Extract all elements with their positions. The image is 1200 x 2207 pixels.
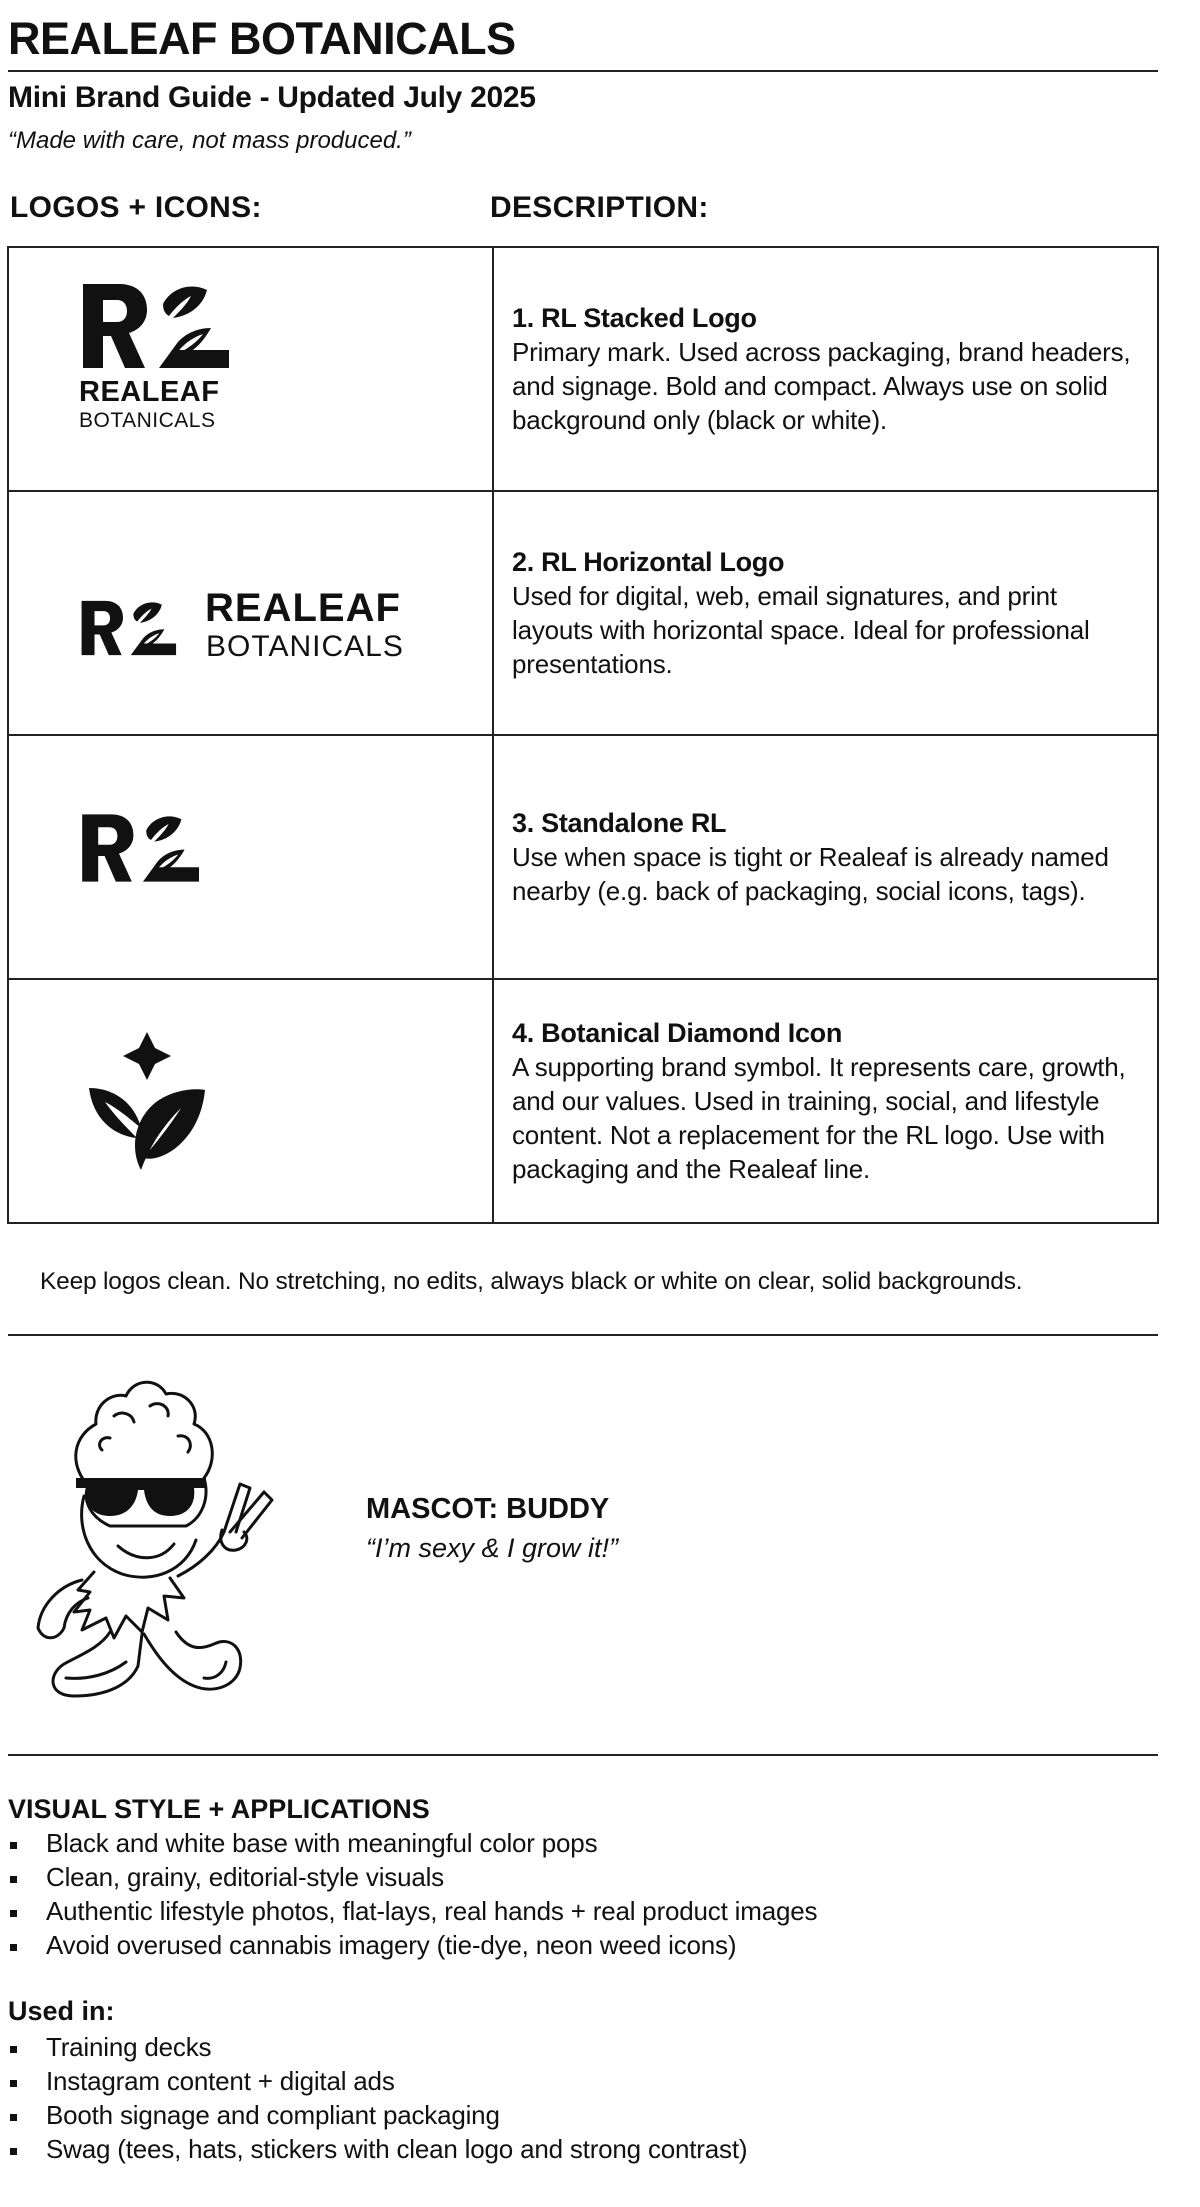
logo-subword: BOTANICALS — [79, 409, 216, 432]
list-item: Clean, grainy, editorial-style visuals — [8, 1860, 817, 1894]
description-cell — [494, 980, 1157, 1222]
rl-stacked-logo-icon — [79, 284, 249, 368]
page-subtitle: Mini Brand Guide - Updated July 2025 — [8, 81, 536, 114]
description-cell — [494, 736, 1157, 978]
column-heading-logos: LOGOS + ICONS: — [10, 191, 262, 224]
logo-title: 2. RL Horizontal Logo — [512, 547, 785, 577]
list-item: Swag (tees, hats, stickers with clean logo and strong contrast) — [8, 2132, 747, 2166]
section-divider — [8, 1754, 1158, 1756]
description-cell — [494, 492, 1157, 734]
rl-monogram-icon — [79, 804, 215, 892]
logo-description: A supporting brand symbol. It represents care, growth, and our values. Used in training, social, and lifestyle content. Not a replacement for the RL logo. Use with packaging and the Realeaf line. — [512, 1052, 1126, 1184]
logo-cell — [9, 248, 494, 490]
logo-cell — [9, 980, 494, 1222]
column-heading-description: DESCRIPTION: — [490, 191, 709, 224]
page-title: REALEAF BOTANICALS — [8, 13, 516, 64]
description-cell — [494, 248, 1157, 490]
logo-cell — [9, 736, 494, 978]
logo-wordmark: REALEAF — [205, 586, 401, 630]
logo-description: Use when space is tight or Realeaf is already named nearby (e.g. back of packaging, social icons, tags). — [512, 842, 1109, 906]
section-divider — [8, 1334, 1158, 1336]
list-item: Avoid overused cannabis imagery (tie-dye, neon weed icons) — [8, 1928, 817, 1962]
botanical-diamond-icon — [79, 1030, 215, 1172]
logo-subword: BOTANICALS — [206, 630, 404, 663]
logo-row — [9, 980, 1157, 1222]
logo-title: 1. RL Stacked Logo — [512, 303, 757, 333]
logo-description: Primary mark. Used across packaging, brand headers, and signage. Bold and compact. Always use on solid background only (black or white). — [512, 337, 1131, 435]
logo-cell — [9, 492, 494, 734]
used-in-heading: Used in: — [8, 1996, 115, 2026]
logo-row — [9, 736, 1157, 980]
list-item: Black and white base with meaningful color pops — [8, 1826, 817, 1860]
logo-row — [9, 492, 1157, 736]
logo-row — [9, 248, 1157, 492]
list-item: Booth signage and compliant packaging — [8, 2098, 747, 2132]
mascot-quote: “I’m sexy & I grow it!” — [366, 1533, 619, 1563]
visual-style-heading: VISUAL STYLE + APPLICATIONS — [8, 1794, 430, 1824]
logo-description: Used for digital, web, email signatures, and print layouts with horizontal space. Ideal for professional presentations. — [512, 581, 1090, 679]
title-divider — [8, 70, 1158, 72]
logo-title: 3. Standalone RL — [512, 808, 727, 838]
mascot-title: MASCOT: BUDDY — [366, 1493, 610, 1525]
logo-wordmark: REALEAF — [79, 376, 220, 408]
list-item: Instagram content + digital ads — [8, 2064, 747, 2098]
visual-style-list — [8, 1826, 817, 1962]
logo-table — [7, 246, 1159, 1224]
tagline: “Made with care, not mass produced.” — [8, 127, 411, 154]
logo-title: 4. Botanical Diamond Icon — [512, 1018, 843, 1048]
rl-horizontal-logo-icon — [79, 594, 189, 662]
used-in-list — [8, 2030, 747, 2166]
list-item: Training decks — [8, 2030, 747, 2064]
mascot-buddy-illustration-icon — [18, 1366, 308, 1706]
usage-note: Keep logos clean. No stretching, no edits, always black or white on clear, solid backgrounds. — [40, 1268, 1023, 1295]
list-item: Authentic lifestyle photos, flat-lays, real hands + real product images — [8, 1894, 817, 1928]
